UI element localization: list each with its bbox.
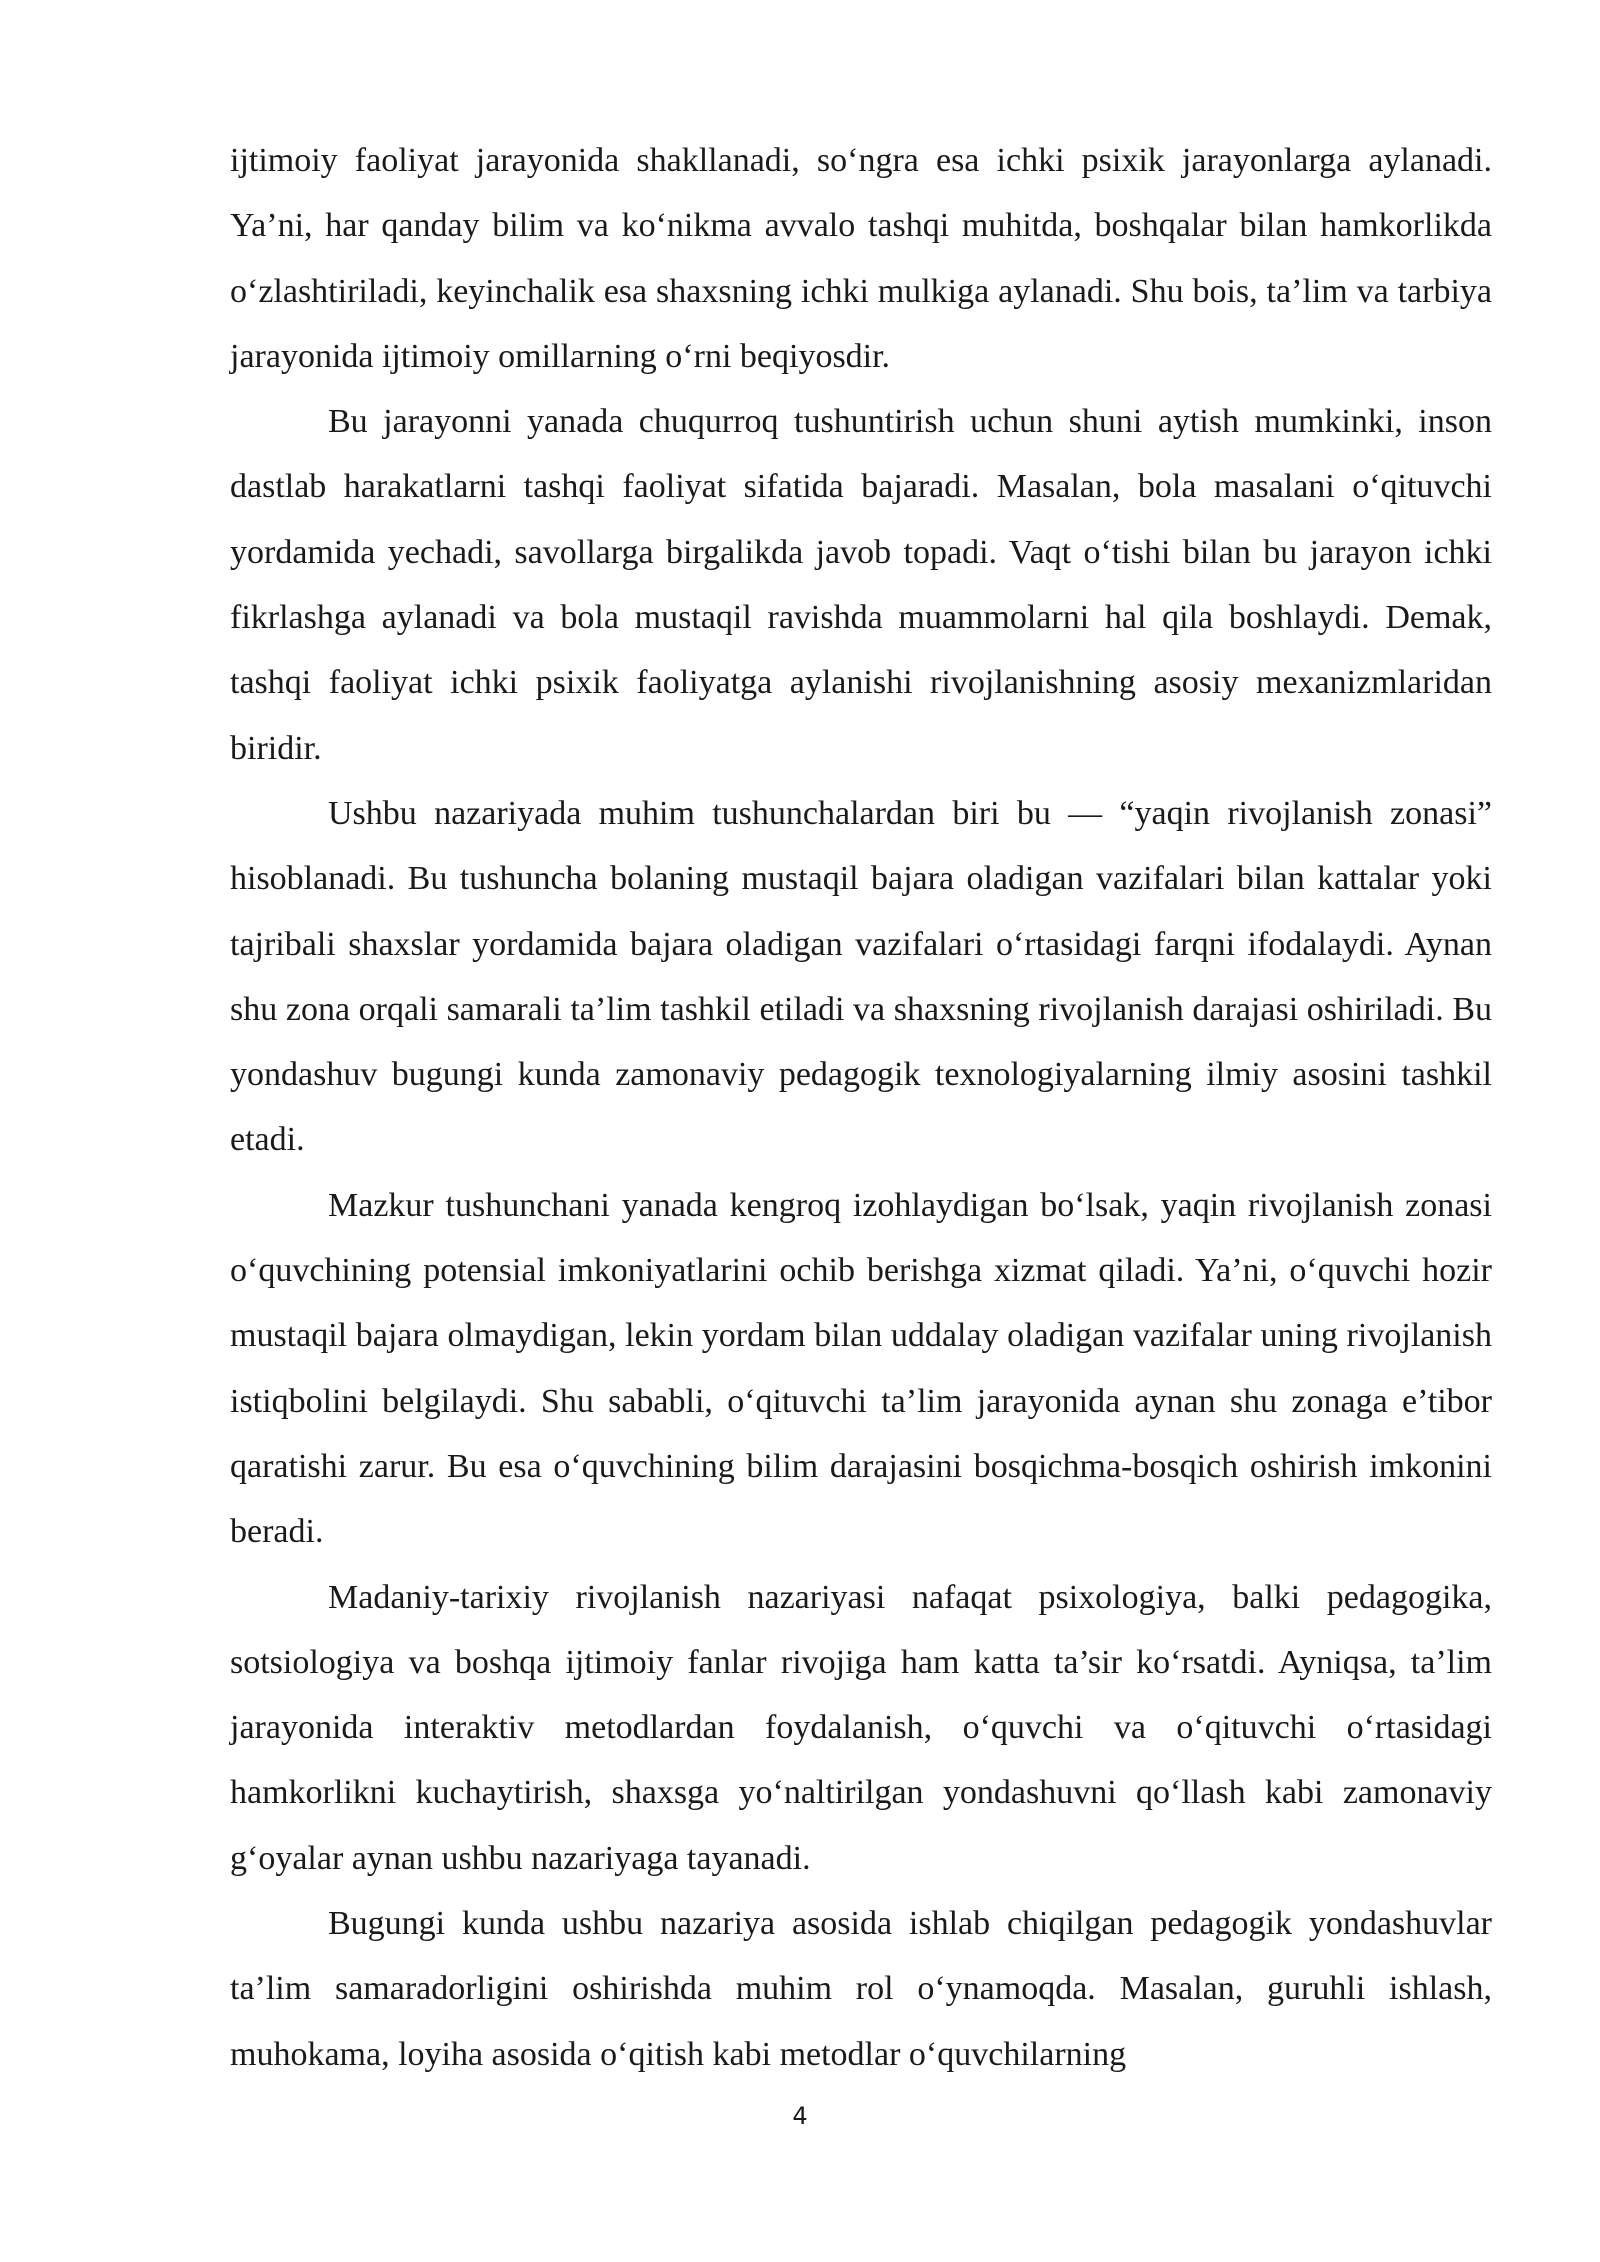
paragraph-internalization: Bu jarayonni yanada chuqurroq tushuntirish uchun shuni aytish mumkinki, inson dastlab harakatlarni tashqi faoliyat sifatida bajaradi. Masalan, bola masalani o‘qituvchi yordamida yechadi, savollarga birgalikda javob topadi. Vaqt o‘tishi bilan bu jarayon ichki fikrlashga aylanadi va bola mustaqil ravishda muammolarni hal qila boshlaydi. Demak, tashqi faoliyat ichki psixik faoliyatga aylanishi rivojlanishning asosiy mexanizmlaridan biridir. bbox=[230, 403, 1492, 767]
page-number: 4 bbox=[792, 2102, 808, 2130]
paragraph-modern-approaches: Bugungi kunda ushbu nazariya asosida ishlab chiqilgan pedagogik yondashuvlar ta’lim samaradorligini oshirishda muhim rol o‘ynamoqda. Masalan, guruhli ishlash, muhokama, loyiha asosida o‘qitish kabi metodlar o‘quvchilarning bbox=[230, 1905, 1492, 2073]
paragraph-zone-explanation: Mazkur tushunchani yanada kengroq izohlaydigan bo‘lsak, yaqin rivojlanish zonasi o‘quvchining potensial imkoniyatlarini ochib berishga xizmat qiladi. Ya’ni, o‘quvchi hozir mustaqil bajara olmaydigan, lekin yordam bilan uddalay oladigan vazifalar uning rivojlanish istiqbolini belgilaydi. Shu sababli, o‘qituvchi ta’lim jarayonida aynan shu zonaga e’tibor qaratishi zarur. Bu esa o‘quvchining bilim darajasini bosqichma-bosqich oshirish imkonini beradi. bbox=[230, 1186, 1492, 1551]
paragraph-theory-influence: Madaniy-tarixiy rivojlanish nazariyasi nafaqat psixologiya, balki pedagogika, sotsiologiya va boshqa ijtimoiy fanlar rivojiga ham katta ta’sir ko‘rsatdi. Ayniqsa, ta’lim jarayonida interaktiv metodlardan foydalanish, o‘quvchi va o‘qituvchi o‘rtasidagi hamkorlikni kuchaytirish, shaxsga yo‘naltirilgan yondashuvni qo‘llash kabi zamonaviy g‘oyalar aynan ushbu nazariyaga tayanadi. bbox=[230, 1578, 1492, 1877]
paragraph-zone-of-proximal-development: Ushbu nazariyada muhim tushunchalardan biri bu — “yaqin rivojlanish zonasi” hisoblanadi. Bu tushuncha bolaning mustaqil bajara oladigan vazifalari bilan kattalar yoki tajribali shaxslar yordamida bajara oladigan vazifalari o‘rtasidagi farqni ifodalaydi. Aynan shu zona orqali samarali ta’lim tashkil etiladi va shaxsning rivojlanish darajasi oshiriladi. Bu yondashuv bugungi kunda zamonaviy pedagogik texnologiyalarning ilmiy asosini tashkil etadi. bbox=[230, 794, 1492, 1159]
paragraph-continued: ijtimoiy faoliyat jarayonida shakllanadi, so‘ngra esa ichki psixik jarayonlarga aylanadi. Ya’ni, har qanday bilim va ko‘nikma avvalo tashqi muhitda, boshqalar bilan hamkorlikda o‘zlashtiriladi, keyinchalik esa shaxsning ichki mulkiga aylanadi. Shu bois, ta’lim va tarbiya jarayonida ijtimoiy omillarning o‘rni beqiyosdir. bbox=[230, 142, 1492, 375]
document-body bbox=[230, 128, 1492, 2087]
